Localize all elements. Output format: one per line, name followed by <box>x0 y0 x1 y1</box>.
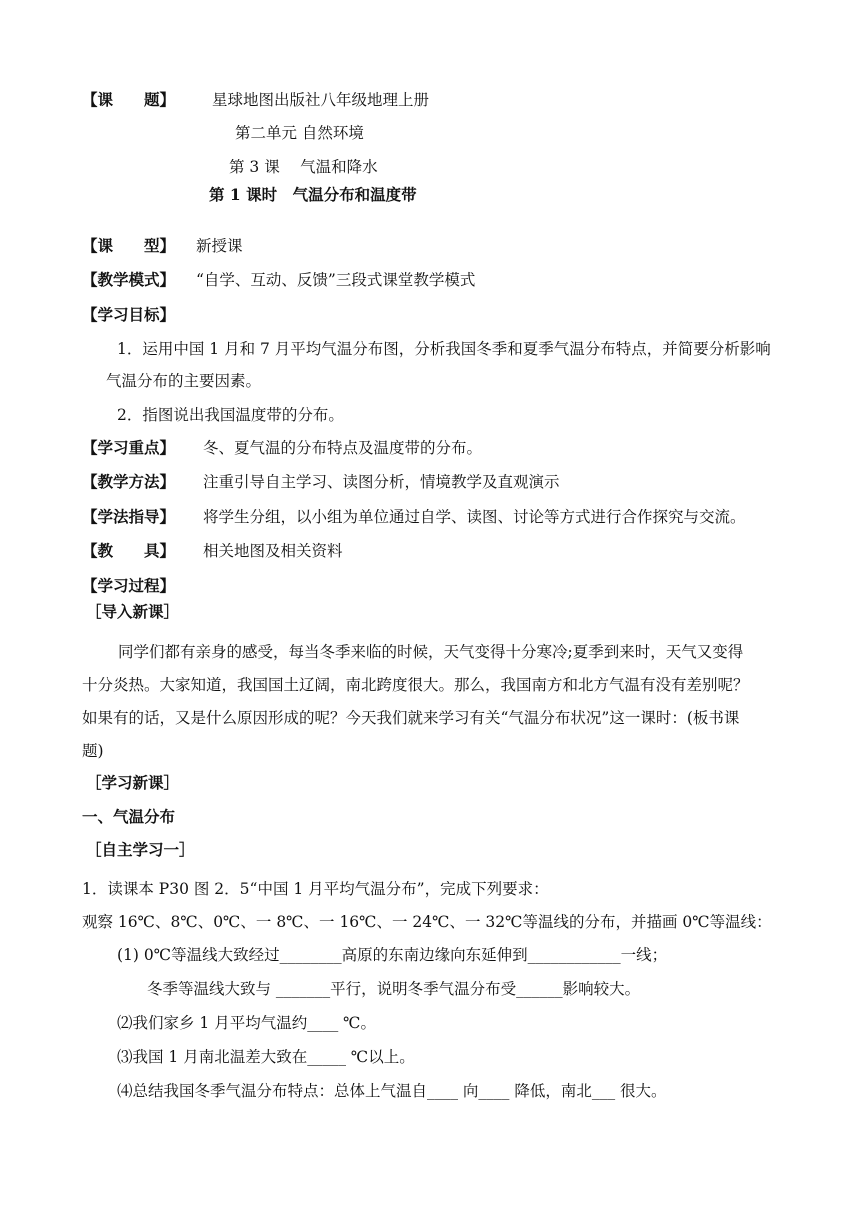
intro-line-2: 十分炎热。大家知道，我国国土辽阔，南北跨度很大。那么，我国南方和北方气温有没有差别呢？ <box>82 676 749 694</box>
field-value-type: 新授课 <box>196 237 243 255</box>
field-label-method: 【教学方法】 <box>82 472 176 491</box>
process-heading: 【学习过程】 <box>82 576 176 595</box>
sub-question-1-line-1: (1) 0℃等温线大致经过________高原的东南边缘向东延伸到____________一线； <box>117 946 668 964</box>
field-label-focus: 【学习重点】 <box>82 438 176 457</box>
topic-label: 【课 题】 <box>82 90 176 109</box>
goal-1-line-2: 气温分布的主要因素。 <box>106 372 262 390</box>
goal-2: 2．指图说出我国温度带的分布。 <box>117 406 344 424</box>
sub-question-3: ⑶我国 1 月南北温差大致在_____ ℃以上。 <box>117 1048 415 1066</box>
new-lesson-heading: ［学习新课］ <box>86 773 180 792</box>
intro-line-1: 同学们都有亲身的感受，每当冬季来临的时候，天气变得十分寒冷;夏季到来时，天气又变得 <box>118 643 744 661</box>
field-label-tools: 【教 具】 <box>82 541 176 560</box>
sub-question-4: ⑷总结我国冬季气温分布特点：总体上气温自____ 向____ 降低，南北___ 很大。 <box>117 1082 667 1100</box>
sub-question-2: ⑵我们家乡 1 月平均气温约____ ℃。 <box>117 1014 376 1032</box>
section-1-heading: 一、气温分布 <box>82 807 176 826</box>
field-label-guide: 【学法指导】 <box>82 507 176 526</box>
sub-question-1-line-2: 冬季等温线大致与 _______平行，说明冬季气温分布受______影响较大。 <box>147 980 641 998</box>
field-value-method: 注重引导自主学习、读图分析，情境教学及直观演示 <box>203 473 560 491</box>
field-label-type: 【课 型】 <box>82 236 176 255</box>
intro-line-4: 题) <box>82 742 104 760</box>
field-value-focus: 冬、夏气温的分布特点及温度带的分布。 <box>203 439 483 457</box>
field-value-guide: 将学生分组，以小组为单位通过自学、读图、讨论等方式进行合作探究与交流。 <box>203 508 746 526</box>
field-label-mode: 【教学模式】 <box>82 270 176 289</box>
question-1: 1．读课本 P30 图 2．5“中国 1 月平均气温分布”，完成下列要求： <box>82 880 549 898</box>
lesson-title: 第 3 课 气温和降水 <box>229 158 378 176</box>
field-label-goals: 【学习目标】 <box>82 305 176 324</box>
field-value-tools: 相关地图及相关资料 <box>203 542 343 560</box>
question-1-observe: 观察 16℃、8℃、0℃、一 8℃、一 16℃、一 24℃、一 32℃等温线的分布，并描画 0℃等温线： <box>82 913 772 931</box>
unit-title: 第二单元 自然环境 <box>235 124 364 142</box>
intro-heading: ［导入新课］ <box>86 602 180 621</box>
goal-1-line-1: 1．运用中国 1 月和 7 月平均气温分布图，分析我国冬季和夏季气温分布特点，并简要分析影响 <box>117 340 771 358</box>
topic-book: 星球地图出版社八年级地理上册 <box>212 91 430 109</box>
self-study-heading: ［自主学习一］ <box>86 840 195 859</box>
period-title: 第 1 课时 气温分布和温度带 <box>209 185 417 204</box>
intro-line-3: 如果有的话，又是什么原因形成的呢？今天我们就来学习有关“气温分布状况”这一课时：(板书课 <box>82 709 740 727</box>
field-value-mode: “自学、互动、反馈”三段式课堂教学模式 <box>196 271 476 289</box>
